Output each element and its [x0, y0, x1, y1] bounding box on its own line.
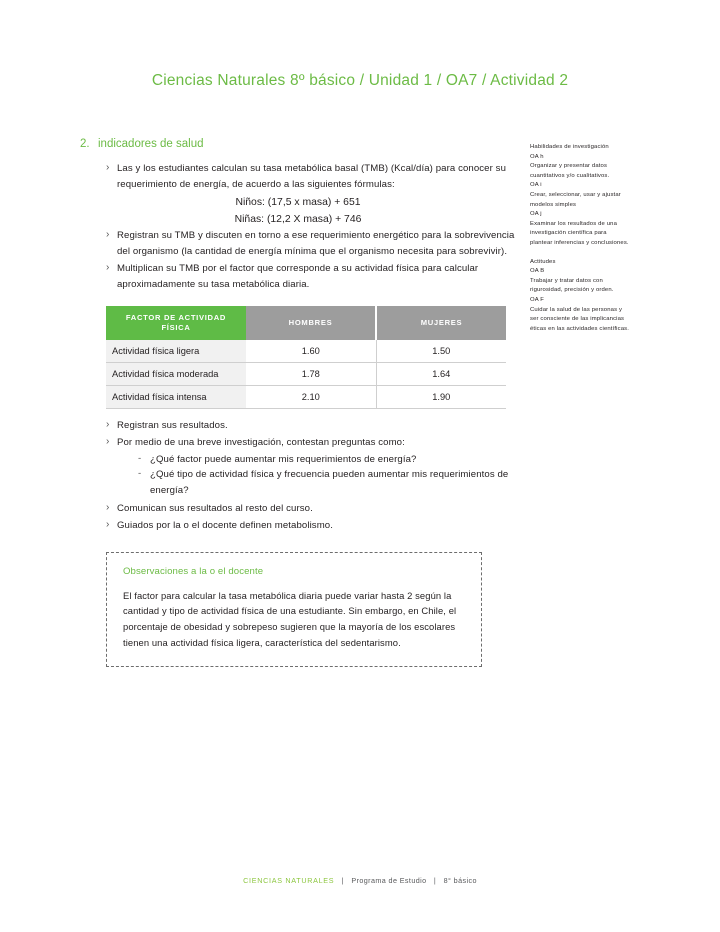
row-value-hombres: 1.60: [246, 340, 376, 363]
question-sublist: [117, 452, 516, 499]
margin-note-text: Crear, seleccionar, usar y ajustar modelos simples: [530, 191, 621, 208]
section-title: indicadores de salud: [98, 138, 204, 150]
table-row: [106, 340, 506, 363]
table-header-row: [106, 306, 506, 340]
list-item: › Registran su TMB y discuten en torno a ese requerimiento energético para la sobrevivencia del organismo (la cantidad de energía mínima que el organismo necesita para sobrevivir).: [106, 228, 516, 259]
table-body: [106, 340, 506, 409]
margin-notes: [530, 143, 630, 343]
list-item: - ¿Qué tipo de actividad física y frecuencia pueden aumentar mis requerimientos de energía?: [137, 467, 516, 498]
step-text-line1: Las y los estudiantes calculan su tasa metabólica basal (TMB) (Kcal/día) para: [117, 163, 456, 174]
table-row: [106, 385, 506, 408]
step-text-line2: conocer su requerimiento de energía, de acuerdo a las siguientes fórmulas:: [117, 163, 507, 190]
row-value-hombres: 2.10: [246, 385, 376, 408]
list-item: › Multiplican su TMB por el factor que corresponde a su actividad física para calcular aproximadamente su tasa metabólica diaria.: [106, 261, 516, 292]
page-title: Ciencias Naturales 8º básico / Unidad 1 / OA7 / Actividad 2: [151, 72, 569, 89]
list-item: › Comunican sus resultados al resto del curso.: [106, 501, 516, 517]
activity-steps-list-3: [80, 418, 516, 534]
section-heading: [80, 138, 516, 150]
list-item: [106, 161, 516, 192]
formula-boys: Niños: (17,5 x masa) + 651: [235, 197, 361, 209]
margin-note-group-actitudes: [530, 258, 630, 335]
margin-note-code: OA B: [530, 268, 545, 275]
footer-separator: |: [433, 876, 437, 885]
formula-girls: Niñas: (12,2 X masa) + 746: [234, 214, 362, 226]
list-item: - ¿Qué factor puede aumentar mis requerimientos de energía?: [137, 452, 516, 468]
activity-steps-list: [80, 161, 516, 192]
table-header-factor: FACTOR DE ACTIVIDAD FÍSICA: [106, 306, 246, 340]
activity-factor-table: [106, 306, 506, 409]
observations-title: Observaciones a la o el docente: [123, 565, 264, 577]
margin-note-title: Actitudes: [530, 258, 556, 265]
margin-note-code: OA j: [530, 211, 542, 218]
activity-steps-list-2: [80, 228, 516, 292]
table-row: [106, 362, 506, 385]
footer-program: Programa de Estudio: [351, 876, 427, 885]
main-content: [80, 138, 516, 667]
margin-note-code: OA i: [530, 182, 542, 189]
list-item: › Guiados por la o el docente definen metabolismo.: [106, 518, 516, 534]
margin-note-text: Organizar y presentar datos cuantitativos y/o cualitativos.: [530, 163, 610, 179]
margin-note-group-habilidades: [530, 143, 630, 249]
observations-box: [106, 552, 482, 667]
section-number: 2.: [80, 138, 90, 150]
footer-separator: |: [341, 876, 344, 885]
row-value-mujeres: 1.50: [376, 340, 506, 363]
row-value-mujeres: 1.64: [376, 362, 506, 385]
activity-factor-table-wrapper: [106, 306, 506, 409]
table-head: [106, 306, 506, 340]
margin-note-text: Trabajar y tratar datos con rigurosidad, precisión y orden.: [530, 277, 614, 294]
footer-subject: CIENCIAS NATURALES: [243, 876, 335, 885]
margin-note-code: OA h: [530, 153, 544, 160]
row-value-mujeres: 1.90: [376, 385, 506, 408]
step-text: Por medio de una breve investigación, contestan preguntas como:: [117, 437, 405, 449]
list-item: › Registran sus resultados.: [106, 418, 516, 434]
margin-note-code: OA F: [530, 296, 545, 303]
margin-note-text: Cuidar la salud de las personas y ser consciente de las implicancias éticas en las actividades científicas.: [530, 306, 630, 332]
row-label: Actividad física moderada: [106, 362, 246, 385]
footer-level: 8° básico: [443, 876, 477, 885]
row-label: Actividad física ligera: [106, 340, 246, 363]
page-footer: [0, 876, 720, 885]
table-header-mujeres: MUJERES: [376, 306, 506, 340]
observations-body: El factor para calcular la tasa metabólica diaria puede variar hasta 2 según la cantidad y tipo de actividad física de una estudiante. Sin embargo, en Chile, el porcentaje de obesidad y sobrepeso sugieren que la mayoría de los escolares tienen una actividad física ligera, característica del sedentarismo.: [123, 589, 457, 648]
row-value-hombres: 1.78: [246, 362, 376, 385]
row-label: Actividad física intensa: [106, 385, 246, 408]
margin-note-title: Habilidades de investigación: [530, 144, 609, 150]
table-header-hombres: HOMBRES: [246, 306, 376, 340]
list-item: [106, 435, 516, 498]
margin-note-text: Examinar los resultados de una investigación científica para plantear inferencias y conclusiones.: [530, 220, 629, 246]
